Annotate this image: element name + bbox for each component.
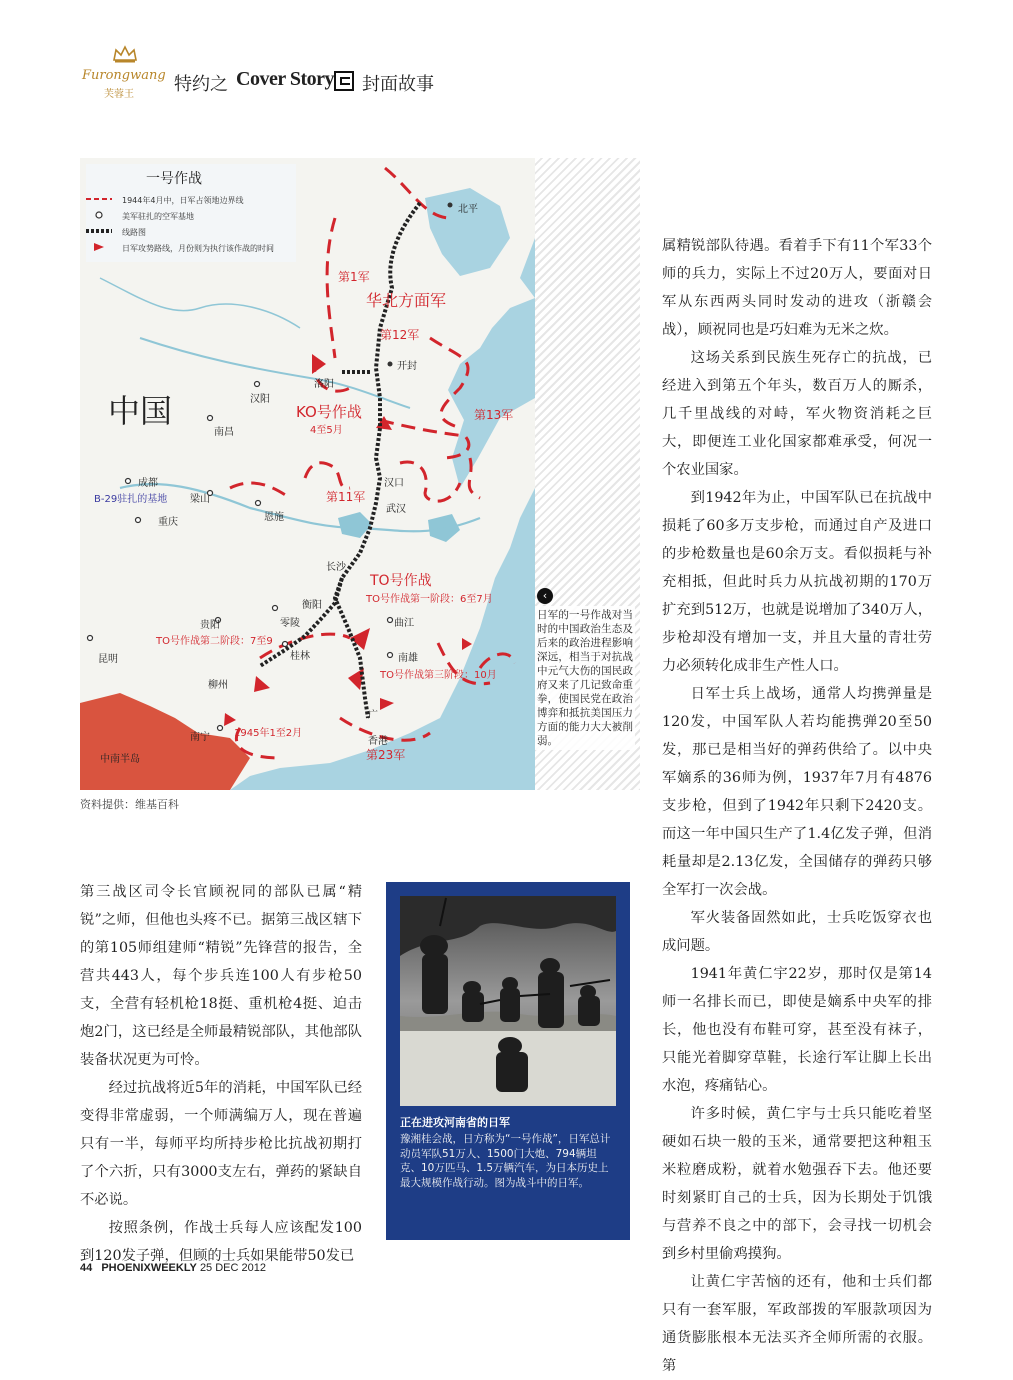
paragraph: 许多时候，黄仁宇与士兵只能吃着坚硬如石块一般的玉米，通常要把这种粗玉米粒磨成粉，就着水勉强吞下去。他还要时刻紧盯自己的士兵，因为长期处于饥饿与营养不良之中的部下，会寻找一切机会到乡村里偷鸡摸狗。 [662, 1106, 932, 1262]
map-label-beiping: 北平 [458, 204, 478, 215]
legend-item: 1944年4月中，日军占领地边界线 [122, 196, 244, 205]
map-label-liangshan: 梁山 [190, 494, 210, 505]
photo-box [386, 882, 630, 1240]
map-label-qujiang: 曲江 [394, 618, 414, 629]
map-label-kunming: 昆明 [98, 654, 118, 665]
map-label-to-phase3: TO号作战第三阶段：10月 [380, 670, 497, 681]
map-legend [86, 164, 296, 262]
paragraph: 这场关系到民族生死存亡的抗战，已经进入到第五个年头，数百万人的厮杀，几千里战线的对峙，军火物资消耗之巨大，即便连工业化国家都难承受，何况一个农业国家。 [662, 350, 932, 478]
section-c-icon [334, 71, 354, 91]
paragraph: 日军士兵上战场，通常人均携弹量是120发，中国军队人若均能携弹20至50发，那已是相当好的弹药供给了。以中央军嫡系的36师为例，1937年7月有4876支步枪，但到了1942年只剩下2420支。而这一年中国只生产了1.4亿发子弹，但消耗量却是2.13亿发，全国储存的弹药只够全军打一次会战。 [662, 686, 932, 898]
map-label-hongkong: 香港 [368, 736, 388, 747]
magazine-name: PHOENIXWEEKLY [101, 1262, 197, 1274]
paragraph: 军火装备固然如此，士兵吃饭穿衣也成问题。 [662, 910, 932, 954]
photo-title: 正在进攻河南省的日军 [400, 1116, 510, 1129]
map-label-chongqing: 重庆 [158, 517, 178, 528]
legend-item: 美军驻扎的空军基地 [122, 212, 194, 221]
map-label-guangzhou: 广 [368, 710, 378, 721]
special-label: 特约之 [174, 74, 228, 95]
page-number: 44 [80, 1262, 93, 1274]
map-label-army11: 第11军 [326, 490, 366, 504]
logo-sub: 芙蓉王 [104, 89, 134, 100]
paragraph: 让黄仁宇苦恼的还有，他和士兵们都只有一套军服，军政部拨的军服款项因为通货膨胀根本无法买齐全师所需的衣服。第 [662, 1274, 932, 1374]
left-text-column [80, 878, 362, 1270]
map-source: 资料提供：维基百科 [80, 798, 179, 811]
map-label-nanchang: 南昌 [214, 427, 234, 438]
paragraph: 1941年黄仁宇22岁，那时仅是第14师一名排长而已，即使是嫡系中央军的排长，他也没有布鞋可穿，甚至没有袜子，只能光着脚穿草鞋，长途行军让脚上长出水泡，疼痛钻心。 [662, 966, 932, 1094]
map-label-changsha: 长沙 [326, 562, 346, 573]
attack-arrow-icon [86, 243, 112, 251]
brand-logo [82, 40, 172, 100]
map-label-kaifeng: 开封 [397, 361, 417, 372]
map-label-china: 中国 [108, 392, 173, 430]
map-frame [80, 158, 535, 790]
map-label-chengdu: 成都 [138, 478, 158, 489]
map-label-enshi: 恩施 [264, 512, 284, 523]
map-label-army1: 第1军 [338, 270, 370, 284]
paragraph: 第三战区司令长官顾祝同的部队已属“精锐”之师，但他也头疼不已。据第三战区辖下的第105师组建师“精锐”先锋营的报告，全营共443人，每个步兵连100人有步枪50支，全营有轻机枪18挺、重机枪4挺、迫击炮2门，这已经是全师最精锐部队，其他部队装备状况更为可怜。 [80, 884, 362, 1068]
legend-item: 日军攻势路线，月份则为执行该作战的时间 [122, 244, 274, 253]
map-caption-text: 日军的一号作战对当时的中国政治生态及后来的政治进程影响深远，相当于对抗战中元气大伤的国民政府又来了几记致命重拳，使国民党在政治博弈和抵抗美国压力方面的能力大大被削弱。 [535, 606, 635, 750]
map-label-hengyang: 衡阳 [302, 600, 322, 611]
map-label-indochina: 中南半岛 [100, 754, 140, 765]
issue-date: 25 DEC 2012 [199, 1262, 266, 1274]
map-label-ko-time: 4至5月 [310, 425, 343, 436]
map-label-to-phase1: TO号作战第一阶段：6至7月 [366, 594, 493, 605]
soldiers-photo-image [400, 896, 616, 1106]
map-label-luoyang: 洛阳 [314, 379, 334, 390]
map-label-ko-operation: KO号作战 [296, 403, 362, 421]
map-label-hanyang: 汉阳 [250, 394, 270, 405]
right-text-column [662, 232, 932, 1380]
paragraph: 属精锐部队待遇。看着手下有11个军33个师的兵力，实际上不过20万人，要面对日军从东西两头同时发动的进攻（浙赣会战），顾祝同也是巧妇难为无米之炊。 [662, 238, 932, 338]
map-label-1945: 1945年1至2月 [234, 728, 303, 739]
map-label-north-china-army: 华北方面军 [366, 291, 447, 310]
legend-item: 线路图 [122, 228, 146, 237]
map-label-guilin: 桂林 [290, 651, 310, 662]
chevron-left-icon: ‹ [537, 588, 553, 604]
map-label-b29-base: B-29驻扎的基地 [94, 494, 168, 505]
map-label-liuzhou: 柳州 [208, 680, 228, 691]
map-label-hankou: 汉口 [384, 478, 404, 489]
map-label-to-phase2: TO号作战第二阶段：7至9 [156, 636, 273, 647]
airbase-icon [86, 211, 112, 219]
map-label-to-operation: TO号作战 [370, 573, 432, 589]
operation-map [80, 158, 640, 790]
map-label-guiyang: 贵阳 [200, 620, 220, 631]
railway-icon [86, 227, 112, 235]
map-label-nanning: 南宁 [190, 732, 210, 743]
paragraph: 按照条例，作战士兵每人应该配发100到120发子弹，但顾的士兵如果能带50发已 [80, 1220, 362, 1264]
map-label-wuhan: 武汉 [386, 504, 406, 515]
front-line-icon [86, 195, 112, 203]
crown-icon [112, 44, 138, 64]
map-label-nanxiong: 南雄 [398, 653, 418, 664]
paragraph: 到1942年为止，中国军队已在抗战中损耗了60多万支步枪，而通过自产及进口的步枪数量也是60余万支。看似损耗与补充相抵，但此时兵力从抗战初期的170万扩充到512万，也就是说增加了340万人，步枪却没有增加一支，并且大量的青壮劳力必须转化成非生产性人口。 [662, 490, 932, 674]
photo-caption: 豫湘桂会战，日方称为“一号作战”，日军总计动员军队51万人、1500门大炮、794辆坦克、10万匹马、1.5万辆汽车，为日本历史上最大规模作战行动。图为战斗中的日军。 [400, 1133, 611, 1189]
map-caption [535, 588, 635, 750]
cover-story-label: Cover Story [236, 68, 334, 90]
paragraph: 经过抗战将近5年的消耗，中国军队已经变得非常虚弱，一个师满编万人，现在普遍只有一半，每师平均所持步枪比抗战初期打了个六折，只有3000支左右，弹药的紧缺自不必说。 [80, 1080, 362, 1208]
section-label: 封面故事 [362, 74, 434, 95]
logo-name: Furongwang [82, 68, 166, 83]
map-label-army12: 第12军 [380, 328, 420, 342]
soldiers-photo [400, 896, 616, 1106]
page-header [82, 40, 942, 100]
map-label-lingling: 零陵 [280, 618, 300, 629]
map-label-army23: 第23军 [366, 748, 406, 762]
map-label-army13: 第13军 [474, 408, 514, 422]
legend-title: 一号作战 [146, 171, 202, 187]
page-footer [80, 1262, 266, 1274]
